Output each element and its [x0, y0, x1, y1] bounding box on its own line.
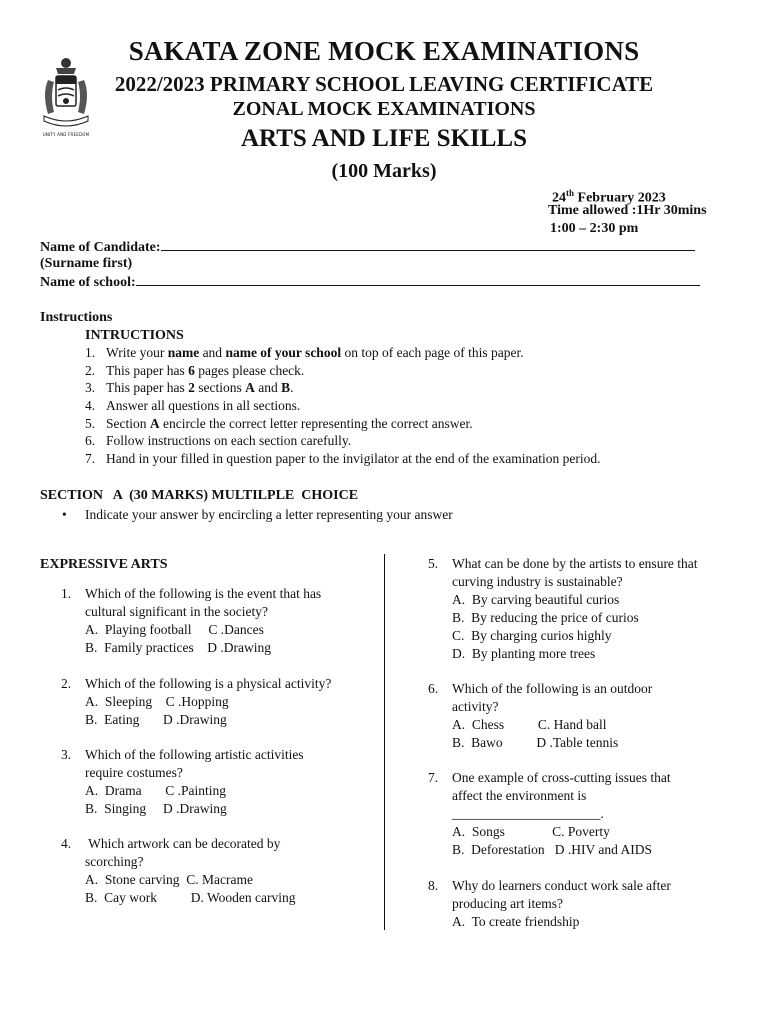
- instructions-list: [85, 345, 601, 469]
- time-allowed: Time allowed :1Hr 30mins: [548, 203, 707, 218]
- instruction-item: 7. Hand in your filled in question paper to the invigilator at the end of the examination period.: [85, 451, 601, 467]
- subject-title: ARTS AND LIFE SKILLS: [240, 125, 528, 152]
- q4-options-row-2[interactable]: B. Cay work D. Wooden carving: [85, 890, 296, 905]
- category-heading: EXPRESSIVE ARTS: [40, 557, 168, 572]
- section-a-instruction: Indicate your answer by encircling a letter representing your answer: [85, 507, 453, 522]
- instruction-item: 1. Write your name and name of your school on top of each page of this paper.: [85, 345, 524, 360]
- q3-options-row-2[interactable]: B. Singing D .Drawing: [85, 801, 227, 816]
- q3-options-row-1[interactable]: A. Drama C .Painting: [85, 783, 226, 798]
- question-6: 6. Which of the following is an outdoor activity? A. Chess C. Hand ball B. Bawo D .Table tennis: [428, 681, 653, 750]
- instructions-heading: Instructions: [40, 310, 113, 325]
- exam-date: 24th February 2023: [552, 188, 666, 206]
- surname-note: (Surname first): [40, 256, 133, 271]
- column-divider: [384, 554, 385, 930]
- exam-subtitle-1: 2022/2023 PRIMARY SCHOOL LEAVING CERTIFICATE: [114, 72, 654, 96]
- question-5: 5. What can be done by the artists to ensure that curving industry is sustainable? A. By carving beautiful curios B. By reducing the price of curios C. By charging curios highly D. By planting more trees: [428, 556, 698, 661]
- q1-options-row-2[interactable]: B. Family practices D .Drawing: [85, 640, 271, 655]
- q5-option-d[interactable]: D. By planting more trees: [452, 646, 596, 661]
- exam-subtitle-2: ZONAL MOCK EXAMINATIONS: [232, 98, 536, 120]
- q6-options-row-2[interactable]: B. Bawo D .Table tennis: [452, 735, 619, 750]
- candidate-name-label: Name of Candidate:: [40, 240, 161, 255]
- q7-options-row-2[interactable]: B. Deforestation D .HIV and AIDS: [452, 842, 652, 857]
- q5-option-a[interactable]: A. By carving beautiful curios: [452, 592, 620, 607]
- q8-option-a[interactable]: A. To create friendship: [452, 914, 580, 929]
- instruction-item: 5. Section A encircle the correct letter representing the correct answer.: [85, 415, 473, 431]
- instructions-subheading: INTRUCTIONS: [85, 328, 184, 343]
- time-range: 1:00 – 2:30 pm: [550, 221, 639, 236]
- candidate-name-field[interactable]: [161, 238, 695, 251]
- q2-options-row-1[interactable]: A. Sleeping C .Hopping: [85, 694, 229, 709]
- q5-option-b[interactable]: B. By reducing the price of curios: [452, 610, 639, 625]
- school-name-row: [40, 273, 700, 291]
- exam-title: SAKATA ZONE MOCK EXAMINATIONS: [128, 36, 640, 66]
- q7-blank: ______________________.: [452, 806, 604, 821]
- question-3: 3. Which of the following artistic activities require costumes? A. Drama C .Painting B. Singing D .Drawing: [61, 747, 304, 816]
- question-1: 1. Which of the following is the event that has cultural significant in the society? A. Playing football C .Dances B. Family practices D .Drawing: [61, 586, 322, 655]
- instruction-item: 3. This paper has 2 sections A and B.: [85, 380, 294, 396]
- instruction-item: 6. Follow instructions on each section carefully.: [85, 433, 352, 449]
- instruction-item: 4. Answer all questions in all sections.: [85, 398, 301, 414]
- instruction-item: 2. This paper has 6 pages please check.: [85, 362, 305, 378]
- bullet-dot: •: [62, 507, 67, 522]
- school-name-label: Name of school:: [40, 275, 136, 290]
- q2-options-row-2[interactable]: B. Eating D .Drawing: [85, 712, 227, 727]
- crest-motto: UNITY AND FREEDOM: [42, 132, 90, 137]
- total-marks: (100 Marks): [331, 160, 437, 182]
- question-8: 8. Why do learners conduct work sale after producing art items? A. To create friendship: [428, 878, 671, 929]
- candidate-name-row: [40, 238, 695, 256]
- q7-options-row-1[interactable]: A. Songs C. Poverty: [452, 824, 610, 839]
- q6-options-row-1[interactable]: A. Chess C. Hand ball: [452, 717, 607, 732]
- question-4: 4. Which artwork can be decorated by scorching? A. Stone carving C. Macrame B. Cay work D. Wooden carving: [61, 836, 296, 905]
- question-7: 7. One example of cross-cutting issues that affect the environment is ______________________. A. Songs C. Poverty B. Deforestation D .HIV and AIDS: [428, 770, 671, 857]
- q4-options-row-1[interactable]: A. Stone carving C. Macrame: [85, 872, 253, 887]
- school-name-field[interactable]: [136, 273, 700, 286]
- q1-options-row-1[interactable]: A. Playing football C .Dances: [85, 622, 264, 637]
- q5-option-c[interactable]: C. By charging curios highly: [452, 628, 612, 643]
- section-a-heading: SECTION A (30 MARKS) MULTILPLE CHOICE: [40, 488, 359, 503]
- question-2: 2. Which of the following is a physical activity? A. Sleeping C .Hopping B. Eating D .Drawing: [61, 676, 332, 727]
